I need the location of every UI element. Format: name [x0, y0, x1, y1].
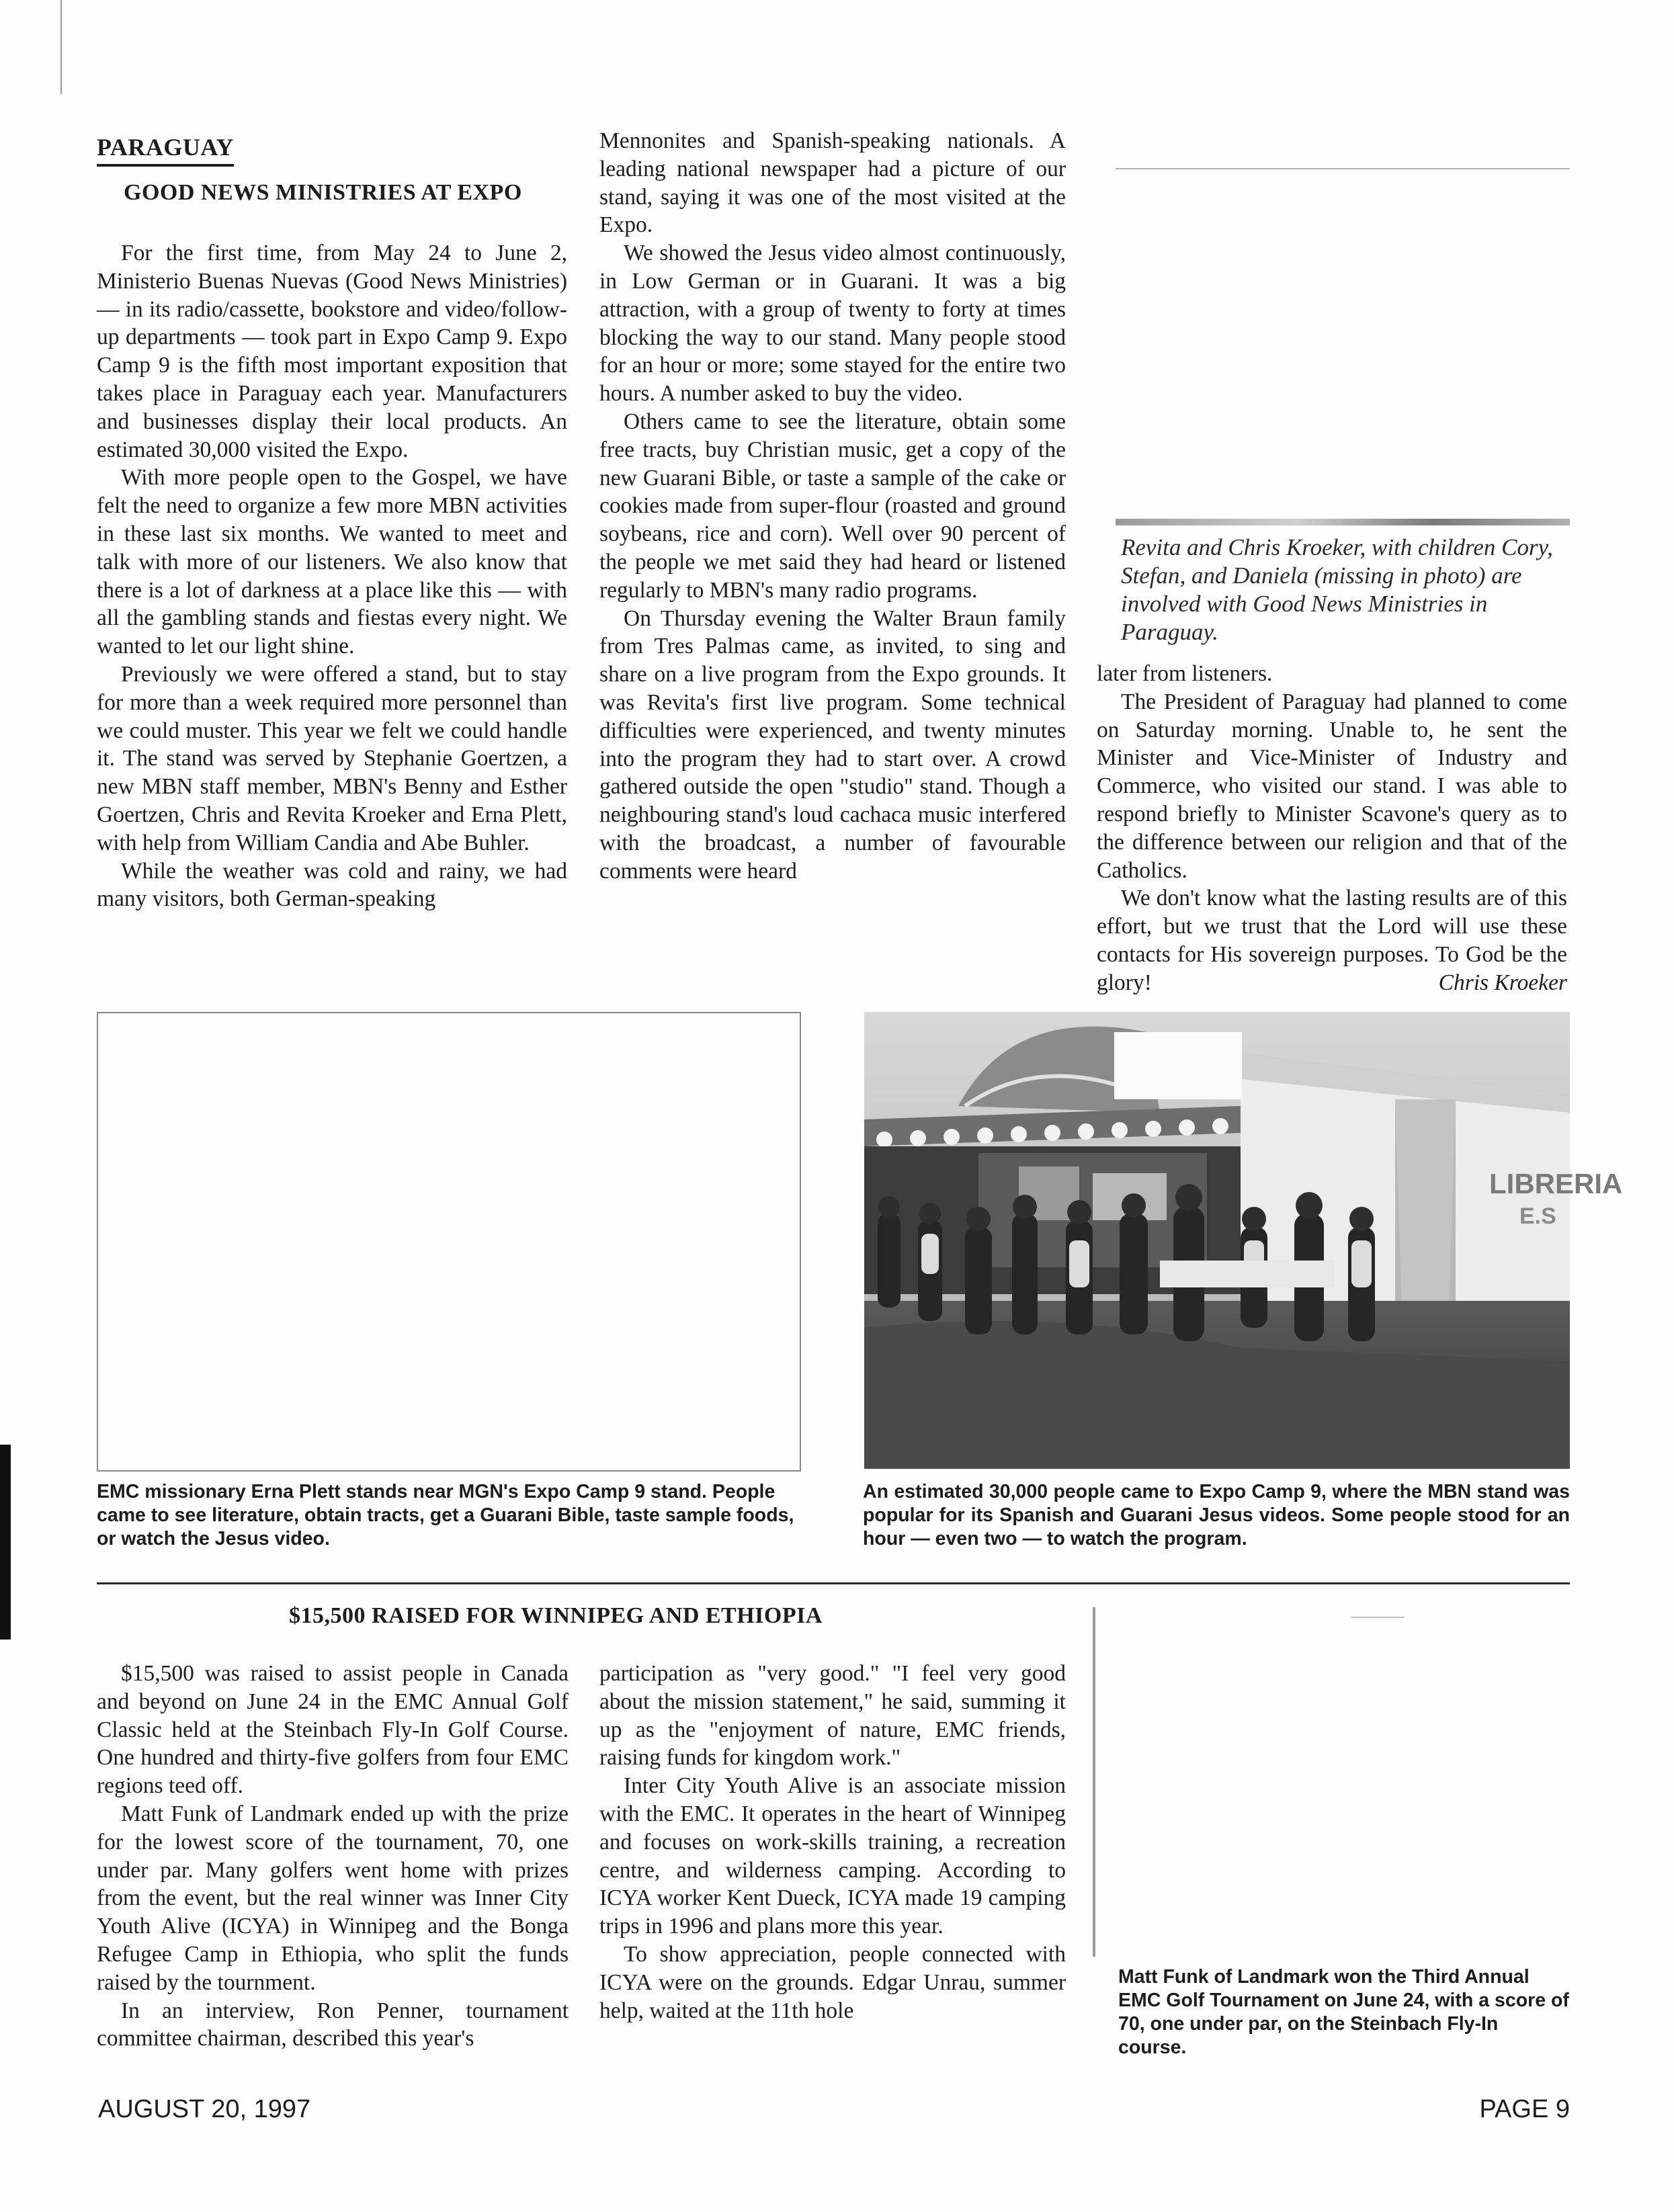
paragraph: While the weather was cold and rainy, we had many visitors, both German-speaking	[97, 858, 567, 912]
section-label-text: PARAGUAY	[97, 133, 234, 167]
section-divider	[97, 1582, 1570, 1584]
paragraph: Matt Funk of Landmark ended up with the prize for the lowest score of the tournament, 70, one under par. Many golfers went home with prizes from the event, but the real winner was Inner City Youth Alive (ICYA) in Winnipeg and the Bonga Refugee Camp in Ethiopia, who split the funds raised by the tournment.	[97, 1801, 569, 1995]
paragraph: participation as "very good." "I feel very good about the mission statement," he said, summing it up as the "enjoyment of nature, EMC friends, raising funds for kingdom work."	[599, 1661, 1066, 1771]
scan-edge-line	[60, 0, 62, 94]
article-headline: $15,500 RAISED FOR WINNIPEG AND ETHIOPIA	[289, 1603, 823, 1628]
family-photo	[1116, 168, 1570, 525]
paragraph: Previously we were offered a stand, but to stay for more than a week required more personnel than we could muster. This year we felt we could handle it. The stand was served by Stephanie Goertzen, a new MBN staff member, MBN's Benny and Esther Goertzen, Chris and Revita Kroeker and Erna Plett, with help from William Candia and Abe Buhler.	[97, 661, 567, 855]
paragraph: With more people open to the Gospel, we have felt the need to organize a few more MBN activities in these last six months. We wanted to meet and talk with more of our listeners. We also know that there is a lot of darkness at a place like this — with all the gambling stands and fiestas every night. We wanted to let our light shine.	[97, 465, 567, 659]
article2-column-2	[599, 1660, 1066, 2025]
photo-caption: Revita and Chris Kroeker, with children Cory, Stefan, and Daniela (missing in photo) are involved with Good News Ministries in Paraguay.	[1121, 534, 1553, 645]
paragraph: We showed the Jesus video almost continuously, in Low German or in Guarani. It was a big attraction, with a group of twenty to forty at times blocking the way to our stand. Many people stood for an hour or more; some stayed for the entire two hours. A number asked to buy the video.	[599, 241, 1066, 407]
paragraph: For the first time, from May 24 to June 2, Ministerio Buenas Nuevas (Good News Ministries) — in its radio/cassette, bookstore and video/follow-up departments — took part in Expo Camp 9. Expo Camp 9 is the fifth most important exposition that takes place in Paraguay each year. Manufacturers and businesses display their local products. An estimated 30,000 visited the Expo.	[97, 241, 567, 462]
paragraph	[1097, 884, 1567, 996]
article-column-1	[97, 239, 567, 913]
photo-caption-golf: Matt Funk of Landmark won the Third Annual EMC Golf Tournament on June 24, with a score of 70, one under par, on the Steinbach Fly-In course.	[1118, 1966, 1569, 2058]
paragraph-text: We don't know what the lasting results are of this effort, but we trust that the Lord will use these contacts for His sovereign purposes. To God be the glory!	[1097, 886, 1567, 995]
paragraph: later from listeners.	[1097, 661, 1273, 686]
paragraph: Others came to see the literature, obtain some free tracts, buy Christian music, get a copy of the new Guarani Bible, or taste a sample of the cake or cookies made from super-flour (roasted and ground soybeans, rice and corn). Well over 90 percent of the people we met said they had heard or listened regularly to MBN's many radio programs.	[599, 409, 1066, 603]
expo-stand-photo	[864, 1012, 1623, 1469]
article-column-3	[1097, 660, 1567, 997]
issue-date: AUGUST 20, 1997	[98, 2095, 311, 2123]
paragraph: $15,500 was raised to assist people in Canada and beyond on June 24 in the EMC Annual Golf Classic held at the Steinbach Fly-In Golf Course. One hundred and thirty-five golfers from four EMC regions teed off.	[97, 1661, 569, 1799]
expo-stand-illustration	[864, 1012, 1623, 1469]
author-byline: Chris Kroeker	[1438, 970, 1567, 995]
paragraph: Inter City Youth Alive is an associate mission with the EMC. It operates in the heart of Winnipeg and focuses on work-skills training, a recreation centre, and wilderness camping. According to ICYA worker Kent Dueck, ICYA made 19 camping trips in 1996 and plans more this year.	[599, 1773, 1066, 1939]
article2-column-1	[97, 1660, 569, 2053]
photo-caption-left: EMC missionary Erna Plett stands near MGN's Expo Camp 9 stand. People came to see literature, obtain tracts, get a Guarani Bible, taste sample foods, or watch the Jesus video.	[97, 1481, 794, 1549]
stand-sign-text: LIBRERIA	[1489, 1168, 1623, 1199]
article-headline: GOOD NEWS MINISTRIES AT EXPO	[124, 180, 522, 205]
paragraph: Mennonites and Spanish-speaking nationals. A leading national newspaper had a picture of our stand, saying it was one of the most visited at the Expo.	[599, 128, 1066, 238]
paragraph: The President of Paraguay had planned to come on Saturday morning. Unable to, he sent the Minister and Vice-Minister of Industry and Commerce, who visited our stand. I was able to respond briefly to Minister Scavone's query as to the difference between our religion and that of the Catholics.	[1097, 689, 1567, 883]
paragraph: To show appreciation, people connected with ICYA were on the grounds. Edgar Unrau, summer help, waited at the 11th hole	[599, 1941, 1066, 2023]
stand-sign-subtext: E.S	[1519, 1203, 1556, 1229]
section-label	[97, 133, 234, 167]
paragraph: In an interview, Ron Penner, tournament committee chairman, described this year's	[97, 1998, 569, 2051]
article-column-2	[599, 127, 1066, 886]
golf-photo	[1093, 1607, 1571, 1957]
erna-plett-photo	[97, 1012, 801, 1472]
paragraph: On Thursday evening the Walter Braun family from Tres Palmas came, as invited, to sing and share on a live program from the Expo grounds. It was Revita's first live program. Some technical difficulties were experienced, and twenty minutes into the program they had to start over. A crowd gathered outside the open "studio" stand. Though a neighbouring stand's loud cachaca music interfered with the broadcast, a number of favourable comments were heard	[599, 605, 1066, 884]
scan-edge-mark	[0, 1445, 11, 1640]
page-number: PAGE 9	[1479, 2095, 1570, 2123]
photo-caption-right: An estimated 30,000 people came to Expo Camp 9, where the MBN stand was popular for its Spanish and Guarani Jesus videos. Some people stood for an hour — even two — to watch the program.	[863, 1481, 1570, 1549]
